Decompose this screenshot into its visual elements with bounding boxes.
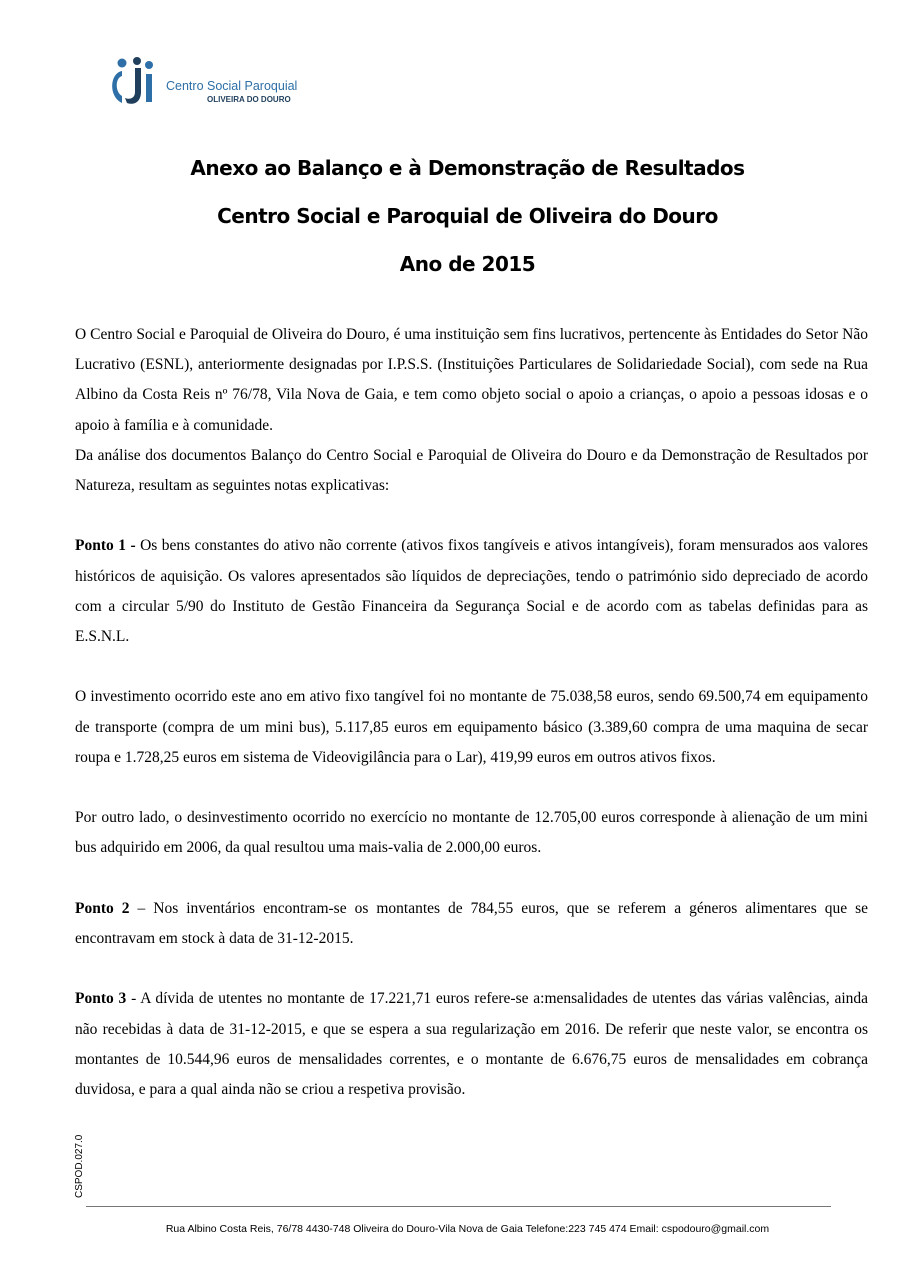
intro-notes-paragraph: Da análise dos documentos Balanço do Centro Social e Paroquial de Oliveira do Douro e da Demonstração de Resultados por Natureza, resultam as seguintes notas explicativas:: [75, 446, 868, 495]
divestment-paragraph: Por outro lado, o desinvestimento ocorrido no exercício no montante de 12.705,00 euros corresponde à alienação de um mini bus adquirido em 2006, da qual resultou uma mais-valia de 2.000,00 euros.: [75, 809, 868, 857]
document-body: [75, 320, 868, 1105]
footer-contact: Rua Albino Costa Reis, 76/78 4430-748 Oliveira do Douro-Vila Nova de Gaia Telefone:223 745 474 Email: cspodouro@gmail.com: [165, 1223, 770, 1235]
year-title: Ano de 2015: [399, 252, 536, 276]
document-title: Anexo ao Balanço e à Demonstração de Resultados: [190, 156, 745, 180]
ponto-1-label: Ponto 1 -: [75, 537, 136, 555]
ponto-2-label: Ponto 2: [75, 899, 130, 917]
ponto-3-paragraph: [75, 984, 868, 1105]
logo-subtitle: OLIVEIRA DO DOURO: [207, 95, 291, 104]
ponto-2-text: – Nos inventários encontram-se os montantes de 784,55 euros, que se referem a géneros alimentares que se encontravam em stock à data de 31-12-2015.: [75, 899, 869, 947]
ponto-1-paragraph: [75, 531, 868, 652]
organization-title: Centro Social e Paroquial de Oliveira do Douro: [217, 204, 718, 228]
ponto-2-paragraph: [75, 894, 868, 954]
logo-name: Centro Social Paroquial: [166, 79, 298, 93]
ponto-3-text: - A dívida de utentes no montante de 17.221,71 euros refere-se a:mensalidades de utentes das várias valências, ainda não recebidas à data de 31-12-2015, e que se espera a sua regularização em 2016. De referir que neste valor, se encontra os montantes de 10.544,96 euros de mensalidades correntes, e o montante de 6.676,75 euros de mensalidades em cobrança duvidosa, e para a qual ainda não se criou a respetiva provisão.: [75, 990, 869, 1098]
organization-logo: [108, 56, 308, 108]
logo-figures-icon: [108, 56, 164, 108]
ponto-1-text: Os bens constantes do ativo não corrente (ativos fixos tangíveis e ativos intangíveis), foram mensurados aos valores históricos de aquisição. Os valores apresentados são líquidos de depreciações, tendo o património sido depreciado de acordo com a circular 5/90 do Instituto de Gestão Financeira da Segurança Social e de acordo com as tabelas definidas para as E.S.N.L.: [75, 537, 868, 646]
footer-divider: [86, 1206, 831, 1207]
document-code: CSPOD.027.0: [74, 1134, 85, 1198]
ponto-3-label: Ponto 3: [75, 990, 127, 1008]
intro-paragraph: O Centro Social e Paroquial de Oliveira do Douro, é uma instituição sem fins lucrativos, pertencente às Entidades do Setor Não Lucrativo (ESNL), anteriormente designadas por I.P.S.S. (Instituições Particulares de Solidariedade Social), com sede na Rua Albino da Costa Reis nº 76/78, Vila Nova de Gaia, e tem como objeto social o apoio a crianças, o apoio a pessoas idosas e o apoio à família e à comunidade.: [75, 326, 868, 434]
investment-paragraph: O investimento ocorrido este ano em ativo fixo tangível foi no montante de 75.038,58 euros, sendo 69.500,74 em equipamento de transporte (compra de um mini bus), 5.117,85 euros em equipamento básico (3.389,60 compra de uma maquina de secar roupa e 1.728,25 euros em sistema de Videovigilância para o Lar), 419,99 euros em outros ativos fixos.: [75, 688, 868, 766]
